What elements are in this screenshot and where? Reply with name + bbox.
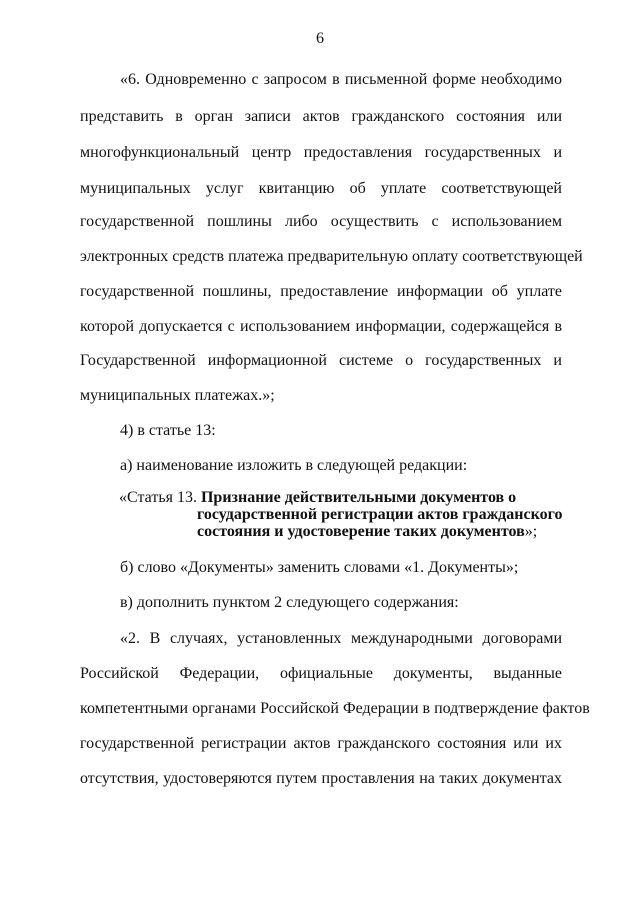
article-title-line-1: Признание действительными документов о [200,489,517,506]
article-prefix: «Статья 13. [119,489,197,506]
page-number: 6 [316,30,324,47]
item-b: б) слово «Документы» заменить словами «1. Документы»; [120,559,519,576]
paragraph-2-line-5: отсутствия, удостоверяются путем проставления на таких документах [80,770,562,787]
article-title-line-3: состояния и удостоверение таких документов [197,523,525,540]
paragraph-6-line-7: государственной пошлины, предоставление информации об уплате [80,283,562,300]
paragraph-6-line-4: муниципальных услуг квитанцию об уплате соответствующей [80,180,562,197]
paragraph-6-line-2: представить в орган записи актов гражданского состояния или [80,108,562,125]
paragraph-6-line-9: Государственной информационной системе о государственных и [80,352,562,369]
article-title-line-2: государственной регистрации актов гражданского [197,506,563,523]
paragraph-2-line-4: государственной регистрации актов гражданского состояния или их [80,735,562,752]
paragraph-2-line-2: Российской Федерации, официальные документы, выданные [80,665,562,682]
article-suffix: »; [524,523,538,540]
item-a: а) наименование изложить в следующей редакции: [120,457,468,474]
article-title-line-3-wrap [197,523,537,541]
item-4: 4) в статье 13: [120,422,216,439]
article-heading [119,489,516,507]
paragraph-2-line-3: компетентными органами Российской Федерации в подтверждение фактов [80,700,590,717]
paragraph-6-line-10: муниципальных платежах.»; [80,387,275,404]
paragraph-6-line-8: которой допускается с использованием информации, содержащейся в [80,318,562,335]
item-v: в) дополнить пунктом 2 следующего содержания: [120,594,459,611]
paragraph-6-line-3: многофункциональный центр предоставления государственных и [80,144,562,161]
paragraph-6-line-6: электронных средств платежа предварительную оплату соответствующей [80,248,583,265]
paragraph-6-line-5: государственной пошлины либо осуществить с использованием [80,213,562,230]
paragraph-6-line-1: «6. Одновременно с запросом в письменной форме необходимо [120,71,562,88]
paragraph-2-line-1: «2. В случаях, установленных международными договорами [120,630,562,647]
